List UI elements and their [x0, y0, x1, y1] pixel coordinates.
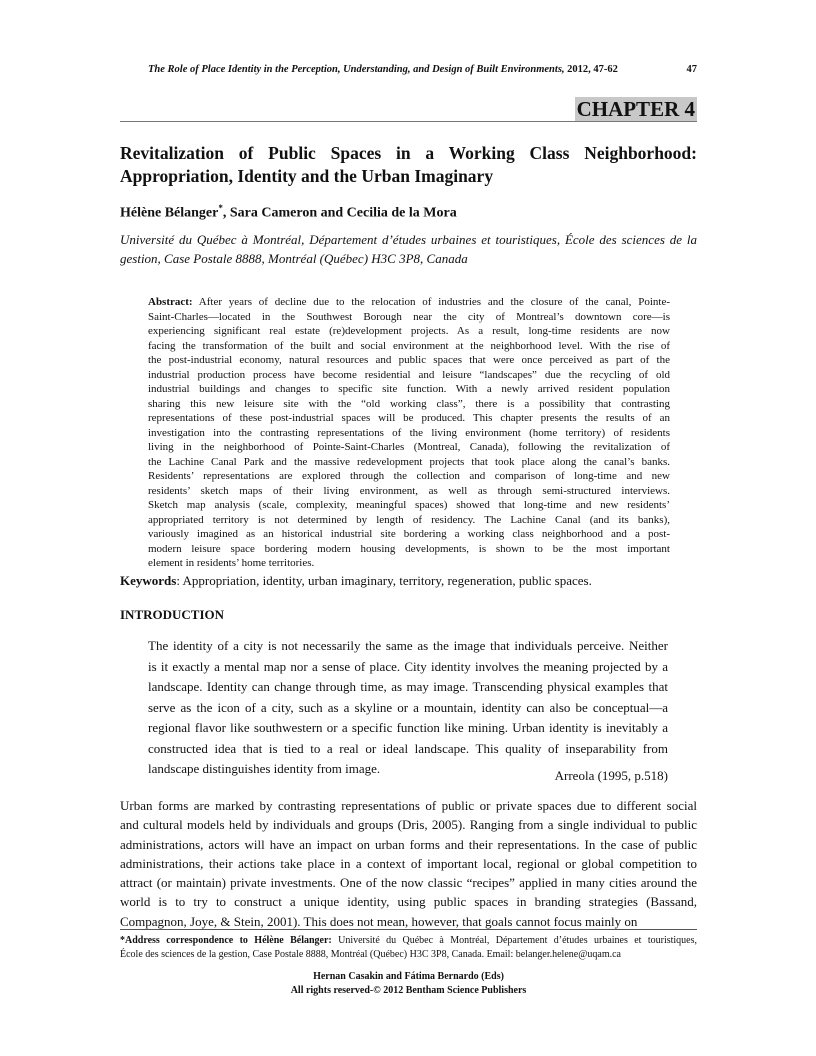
page-footer	[120, 970, 697, 998]
section-heading: INTRODUCTION	[120, 607, 225, 622]
footnote-text: École des sciences de la gestion, Case Postale 8888, Montréal (Québec) H3C 3P8, Canada. Email: belanger.helene@uqam.ca	[120, 949, 621, 960]
quote-line: landscape. Identity can change through time, as may image. Transcending physical examples that	[148, 679, 668, 694]
block-quote	[148, 636, 668, 780]
abstract-line	[148, 295, 670, 310]
quote-line: regional flavor like southwestern or a specific function like mining. Urban identity is inevitably a	[148, 720, 668, 735]
abstract-line: modern leisure space bordering modern housing developments, is shown to be the most important	[148, 542, 670, 555]
abstract-line: industrial buildings and changes to specific site function. With a newly arrived resident population	[148, 383, 670, 395]
abstract-line: appropriated territory is not determined by length of residency. The Lachine Canal (and its banks),	[148, 513, 670, 526]
year-pages: 2012, 47-62	[564, 64, 618, 75]
quote-line: constructed idea that is tied to a real or ideal landscape. This quality of inseparability from	[148, 740, 668, 756]
abstract-line: variously imagined as an historical industrial site bordering a working class neighborhood and a post-	[148, 528, 670, 540]
abstract-line: Residents’ representations are explored through the collection and comparison of long-time and new	[148, 470, 670, 482]
header-divider	[120, 121, 697, 122]
abstract-line: sharing this new leisure site with the “old working class”, there is a possibility that contrasting	[148, 397, 670, 410]
editors: Hernan Casakin and Fátima Bernardo (Eds)	[313, 971, 504, 982]
chapter-title	[120, 142, 697, 188]
chapter-label: CHAPTER 4	[576, 97, 695, 121]
footnote-label: *Address correspondence to Hélène Bélanger:	[120, 935, 332, 946]
abstract-line: facing the transformation of the built and social environment at the neighborhood level. With the rise of	[148, 339, 670, 352]
body-line: Urban forms are marked by contrasting representations of public or private spaces due to different social	[120, 798, 697, 813]
quote-line: is it exactly a mental map nor a sense of place. City identity involves the meaning projected by a	[148, 658, 668, 674]
abstract	[148, 295, 670, 571]
abstract-line: investigation into the contrasting representations of the living environment (home territory) of residents	[148, 426, 670, 439]
abstract-line: the post-industrial economy, natural resources and public spaces that were once perceived as part of the	[148, 354, 670, 366]
journal-title: The Role of Place Identity in the Perception, Understanding, and Design of Built Environments,	[148, 64, 565, 75]
corresponding-mark: *	[218, 203, 223, 213]
abstract-line: industrial production process have become residential and leisure “landscapes” due the recycling of old	[148, 368, 670, 381]
body-line: world is to try to construct a unique identity, using public spaces in branding strategies (Bassand,	[120, 894, 697, 910]
quote-line: landscape distinguishes identity from image.	[148, 761, 381, 776]
body-paragraph	[120, 796, 697, 931]
running-header	[148, 64, 697, 75]
footnote-divider	[120, 929, 697, 930]
body-line: administrations, actors will have an impact on urban forms and their representations. In the case of public	[120, 836, 697, 852]
abstract-line: element in residents’ home territories.	[148, 557, 315, 569]
author-name: Hélène Bélanger	[120, 205, 219, 221]
abstract-line: living in the neighborhood of Pointe-Saint-Charles (Montreal, Canada), following the revitalization of	[148, 441, 670, 453]
body-line: and cultural models held by individuals and groups (Dris, 2005). Ranging from a single individual to public	[120, 817, 697, 833]
abstract-line: Saint-Charles—located in the Southwest Borough near the city of Montreal’s downtown core—is	[148, 310, 670, 323]
keywords	[120, 573, 592, 589]
quote-line: serve as the icon of a city, such as a skyline or a mountain, identity can also be conceptual—a	[148, 699, 668, 715]
abstract-line: the Lachine Canal Park and the massive redevelopment projects that took place along the canal’s banks.	[148, 455, 670, 468]
quote-citation: Arreola (1995, p.518)	[554, 768, 668, 783]
keywords-text: : Appropriation, identity, urban imaginary, territory, regeneration, public spaces.	[176, 573, 592, 588]
abstract-line-text: After years of decline due to the relocation of industries and the closure of the canal, Pointe-	[192, 296, 670, 308]
author-names: , Sara Cameron and Cecilia de la Mora	[222, 205, 457, 221]
affiliation	[120, 230, 697, 268]
body-line: administrations, their actions take place in a context of important local, regional or global competition to	[120, 855, 697, 871]
footnote	[120, 934, 697, 962]
body-line: Compagnon, Joye, & Stein, 2001). This does not mean, however, that goals cannot focus mainly on	[120, 913, 638, 929]
footnote-text: Université du Québec à Montréal, Département d’études urbaines et touristiques,	[331, 935, 697, 946]
copyright: All rights reserved-© 2012 Bentham Science Publishers	[290, 985, 527, 996]
abstract-line: representations of these post-industrial spaces will be produced. This chapter presents the results of an	[148, 412, 670, 424]
abstract-line: residents’ sketch maps of their living environment, as well as through semi-structured interviews.	[148, 484, 670, 497]
page-number: 47	[686, 64, 697, 75]
title-line: Appropriation, Identity and the Urban Imaginary	[120, 166, 494, 186]
affiliation-line: gestion, Case Postale 8888, Montréal (Québec) H3C 3P8, Canada	[120, 251, 468, 266]
authors	[120, 203, 457, 222]
abstract-line: Sketch map analysis (scale, complexity, meaningful spaces) showed that long-time and new residents’	[148, 499, 670, 511]
quote-line: The identity of a city is not necessarily the same as the image that individuals perceive. Neither	[148, 638, 668, 653]
abstract-label: Abstract:	[148, 296, 193, 308]
affiliation-line: Université du Québec à Montréal, Département d’études urbaines et touristiques, École des sciences de la	[120, 232, 697, 247]
title-line: Revitalization of Public Spaces in a Working Class Neighborhood:	[120, 143, 697, 163]
keywords-label: Keywords	[120, 573, 177, 588]
abstract-line: experiencing significant real estate (re)development projects. As a result, long-time residents are now	[148, 325, 670, 337]
body-line: attract (or maintain) private investments. One of the now classic “recipes” applied in many cities around the	[120, 875, 697, 891]
